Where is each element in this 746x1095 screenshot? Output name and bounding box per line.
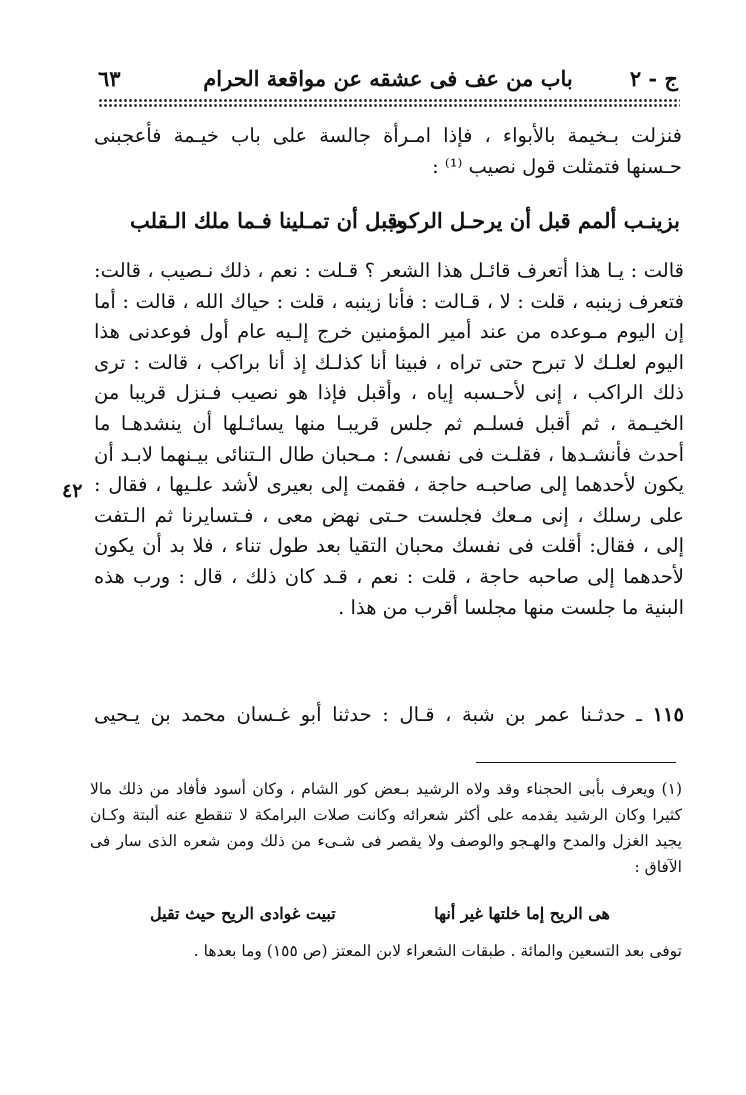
item-number: ١١٥ [652, 703, 684, 726]
footnote-verse-second: تبيت غوادى الريح حيث تقيل [150, 904, 336, 923]
chapter-title: باب من عف فى عشقه عن مواقعة الحرام [203, 66, 573, 91]
intro-text [94, 120, 682, 182]
footnote-source: توفى بعد التسعين والمائة . طبقات الشعراء لابن المعتز (ص ١٥٥) وما بعدها . [193, 942, 682, 960]
margin-page-marker: ٤٢ [62, 480, 83, 502]
item-text: ـ حدثـنا عمر بن شبة ، قـال : حدثنا أبو غـسان محمد بن يـحيى [94, 703, 642, 726]
verse-first-hemistich: بزينـب ألمم قبل أن يرحـل الركـب [382, 208, 680, 233]
header-dotted-rule [98, 98, 680, 108]
footnote-divider [476, 762, 676, 763]
volume-label: ج - ٢ [629, 66, 678, 91]
footnote-text: (١) ويعرف بأبى الحجناء وقد ولاه الرشيد بـعض كور الشام ، وكان أسود فأفاد من ذلك مالا كثيرا وكان الرشيد يقدمه على أكثر شعرائه وكانت صلات البرامكة لا تنقطع عنه ألبتة وكـان يجيد الغزل والمدح والهـجو والوصف ولا يقصر فى شـىء من ذلك ومن شعره الذى سار فى الآفاق : [90, 780, 682, 876]
page-number: ٦٣ [98, 66, 121, 91]
running-header [98, 66, 678, 96]
main-paragraph: قالت : يـا هذا أتعرف قائـل هذا الشعر ؟ قـلت : نعم ، ذلك نـصيب ، قالت: فتعرف زينبه ، قلت : لا ، قـالت : فأنا زينبه ، قلت : حياك الله ، قالت : أما إن اليوم مـوعده من عند أمير المؤمنين خرج إلـيه عام أول فوعدنى هذا اليوم لعلـك لا تبرح حتى تراه ، فبينا أنا كذلـك إذ أنا براكب ، قالت : ترى ذلك الراكب ، إنى لأحـسبه إياه ، وأقبل فإذا هو نصيب فـنزل قريبا من الخيـمة ، ثم أقبل فسلـم ثم جلس قريبـا منها يسائـلها أن ينشدهـا ما أحدث فأنشـدها ، فقلـت فى نفسى/ : مـحبان طال الـتنائى بيـنهما لابـد أن يكون لأحدهما إلى صاحبـه حاجة ، فقمت إلى بعيرى لأشد علـيها ، فقال : على رسلك ، إنى مـعك فجلست حـتى نهض معى ، فـتسايرنا ثم الـتفت إلى ، فقال: أقلت فى نفسك محبان التقيا بعد طول تناء ، فلا بد أن يكون لأحدهما إلى صاحبه حاجة ، قلت : نعم ، قـد كان ذلك ، قال : ورب هذه البنية ما جلست منها مجلسا أقرب من هذا . [94, 259, 684, 619]
footnote [90, 776, 682, 880]
footnote-verse [150, 904, 610, 930]
poem-verse [130, 208, 680, 242]
verse-second-hemistich: وقبل أن تمـلينا فـما ملك الـقلب [130, 208, 408, 233]
footnote-verse-first: هى الريح إما خلتها غير أنها [434, 904, 610, 923]
item-115 [94, 700, 684, 730]
main-text [94, 256, 684, 623]
intro-paragraph: فنزلت بـخيمة بالأبواء ، فإذا امـرأة جالسة على باب خيـمة فأعجبنى حـسنها فتمثلت قول نصيب ⁽¹⁾ : [94, 124, 682, 178]
